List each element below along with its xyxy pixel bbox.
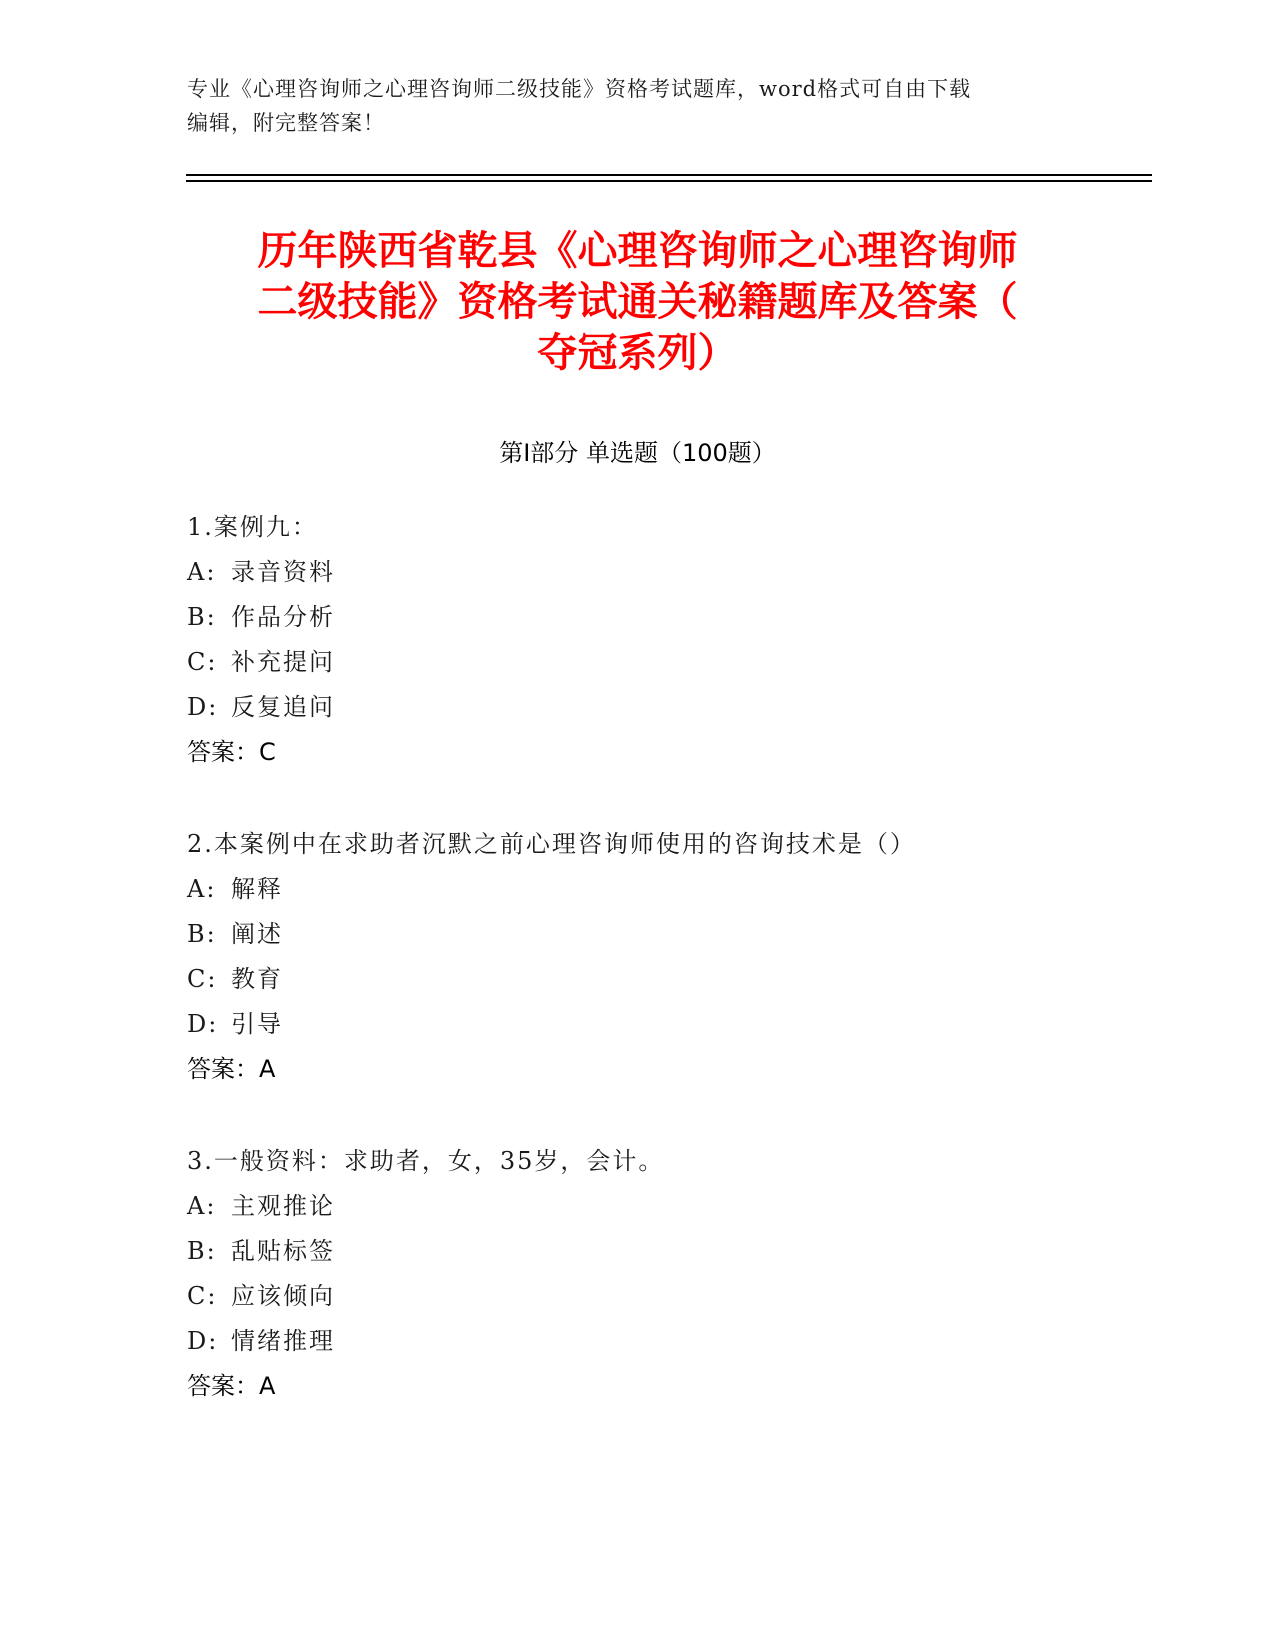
title-line: 二级技能》资格考试通关秘籍题库及答案（ (257, 279, 1018, 325)
question-1 (187, 505, 1137, 775)
document-title (150, 226, 1125, 379)
option-a (187, 550, 1137, 595)
answer-line: 答案：A (187, 1055, 276, 1083)
option-b (187, 595, 1137, 640)
option-text: 乱贴标签 (231, 1237, 335, 1265)
answer-line: 答案：A (187, 1372, 276, 1400)
option-letter: C: (187, 648, 218, 676)
option-d (187, 1319, 1137, 1364)
option-text: 情绪推理 (231, 1327, 335, 1355)
option-letter: C: (187, 1282, 218, 1310)
option-text: 补充提问 (231, 648, 335, 676)
option-letter: B: (187, 1237, 217, 1265)
option-b (187, 1229, 1137, 1274)
option-text: 主观推论 (231, 1192, 335, 1220)
option-letter: D: (187, 1010, 219, 1038)
option-letter: A: (187, 875, 217, 903)
option-text: 录音资料 (231, 558, 335, 586)
question-3 (187, 1139, 1137, 1409)
option-c (187, 640, 1137, 685)
question-stem: 1.案例九： (187, 513, 318, 541)
option-d (187, 685, 1137, 730)
question-2 (187, 822, 1137, 1092)
option-text: 作品分析 (231, 603, 335, 631)
header-note-line: 专业《心理咨询师之心理咨询师二级技能》资格考试题库，word格式可自由下载 (187, 77, 972, 101)
option-letter: B: (187, 603, 217, 631)
option-letter: C: (187, 965, 218, 993)
header-note (187, 72, 1087, 140)
question-stem: 3.一般资料：求助者，女，35岁，会计。 (187, 1147, 665, 1175)
option-text: 阐述 (231, 920, 283, 948)
option-letter: B: (187, 920, 217, 948)
option-c (187, 1274, 1137, 1319)
option-text: 应该倾向 (231, 1282, 335, 1310)
title-line: 历年陕西省乾县《心理咨询师之心理咨询师 (257, 228, 1018, 274)
option-letter: D: (187, 1327, 219, 1355)
title-line: 夺冠系列） (537, 330, 738, 376)
option-a (187, 1184, 1137, 1229)
option-letter: D: (187, 693, 219, 721)
option-letter: A: (187, 558, 217, 586)
option-letter: A: (187, 1192, 217, 1220)
option-b (187, 912, 1137, 957)
option-text: 解释 (231, 875, 283, 903)
option-d (187, 1002, 1137, 1047)
option-text: 引导 (231, 1010, 283, 1038)
option-a (187, 867, 1137, 912)
section-heading: 第Ⅰ部分 单选题（100题） (499, 439, 776, 467)
option-text: 反复追问 (231, 693, 335, 721)
option-text: 教育 (231, 965, 283, 993)
answer-line: 答案：C (187, 738, 276, 766)
option-c (187, 957, 1137, 1002)
question-stem: 2.本案例中在求助者沉默之前心理咨询师使用的咨询技术是（） (187, 830, 916, 858)
header-divider (186, 174, 1152, 182)
header-note-line: 编辑，附完整答案！ (187, 111, 385, 135)
